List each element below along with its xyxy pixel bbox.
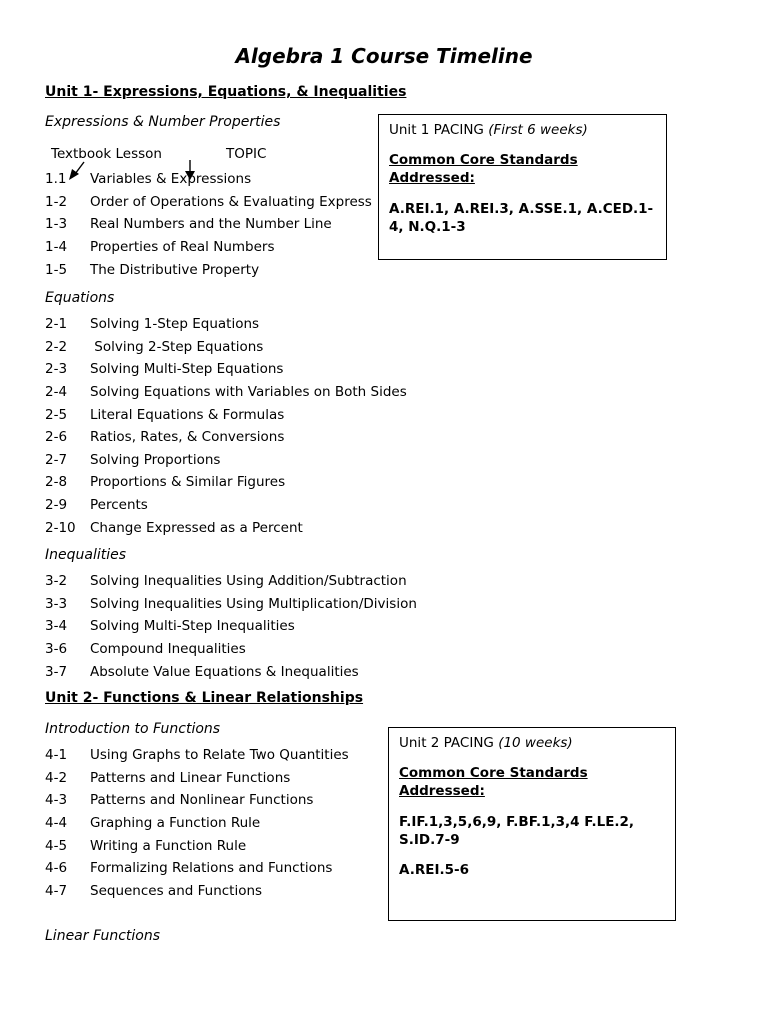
lesson-number: 2-2: [45, 338, 68, 355]
lesson-topic: Using Graphs to Relate Two Quantities: [90, 747, 349, 764]
lesson-list-functions: [45, 744, 349, 902]
lesson-number: 3-3: [45, 595, 68, 612]
lesson-number: 2-9: [45, 497, 68, 514]
lesson-row: [45, 358, 407, 381]
lesson-row: [45, 381, 407, 404]
lesson-topic: Solving Inequalities Using Addition/Subtraction: [90, 573, 407, 590]
lesson-topic: Patterns and Linear Functions: [90, 769, 291, 786]
lesson-row: [45, 426, 407, 449]
lesson-number: 1-3: [45, 216, 68, 233]
lesson-row: [45, 236, 372, 259]
unit1-standards-list: A.REI.1, A.REI.3, A.SSE.1, A.CED.1-4, N.Q.1-3: [389, 201, 654, 235]
lesson-topic: Real Numbers and the Number Line: [90, 216, 332, 233]
lesson-row: [45, 449, 407, 472]
lesson-topic: Percents: [90, 497, 148, 514]
lesson-row: [45, 789, 349, 812]
lesson-number: 4-2: [45, 769, 68, 786]
lesson-row: [45, 615, 417, 638]
lesson-topic: The Distributive Property: [90, 261, 260, 278]
lesson-topic: Sequences and Functions: [90, 882, 263, 899]
lesson-row: [45, 313, 407, 336]
lesson-topic: Graphing a Function Rule: [90, 815, 261, 832]
lesson-topic: Properties of Real Numbers: [90, 239, 275, 256]
lesson-topic: Solving Multi-Step Equations: [90, 361, 284, 378]
lesson-topic: Writing a Function Rule: [90, 837, 247, 854]
unit1-standards-heading: Common Core Standards Addressed:: [389, 152, 578, 186]
lesson-row: [45, 593, 417, 616]
lesson-topic: Absolute Value Equations & Inequalities: [90, 663, 359, 680]
column-header-topic: TOPIC: [226, 146, 267, 162]
unit2-standards-list: F.IF.1,3,5,6,9, F.BF.1,3,4 F.LE.2, S.ID.7-9: [399, 814, 635, 848]
lesson-list-expressions: [45, 168, 372, 281]
lesson-number: 4-5: [45, 837, 68, 854]
lesson-topic: Variables & Expressions: [90, 171, 252, 188]
section-title-expressions: Expressions & Number Properties: [45, 114, 281, 130]
unit2-standards-extra: A.REI.5-6: [399, 862, 469, 878]
unit1-pacing-duration: (First 6 weeks): [488, 122, 588, 138]
lesson-row: [45, 812, 349, 835]
lesson-number: 3-2: [45, 573, 68, 590]
lesson-row: [45, 168, 372, 191]
unit2-pacing-box: [388, 727, 676, 921]
lesson-number: 2-8: [45, 474, 68, 491]
section-title-equations: Equations: [45, 290, 115, 306]
lesson-topic: Solving Multi-Step Inequalities: [90, 618, 295, 635]
lesson-list-inequalities: [45, 570, 417, 683]
lesson-number: 2-6: [45, 429, 68, 446]
unit2-standards-heading: Common Core Standards Addressed:: [399, 765, 588, 799]
lesson-row: [45, 857, 349, 880]
lesson-row: [45, 767, 349, 790]
lesson-number: 2-1: [45, 316, 68, 333]
lesson-number: 4-6: [45, 860, 68, 877]
lesson-number: 4-1: [45, 747, 68, 764]
lesson-number: 4-7: [45, 882, 68, 899]
unit2-pacing-duration: (10 weeks): [498, 735, 573, 751]
lesson-topic: Change Expressed as a Percent: [90, 519, 303, 536]
page-title: Algebra 1 Course Timeline: [235, 44, 533, 68]
column-header-lesson: Textbook Lesson: [51, 146, 162, 162]
lesson-row: [45, 191, 372, 214]
section-title-linear-functions: Linear Functions: [45, 928, 161, 944]
lesson-row: [45, 213, 372, 236]
lesson-number: 3-4: [45, 618, 68, 635]
lesson-row: [45, 516, 407, 539]
lesson-number: 1.1: [45, 171, 67, 188]
lesson-row: [45, 880, 349, 903]
lesson-row: [45, 834, 349, 857]
lesson-row: [45, 403, 407, 426]
lesson-number: 1-2: [45, 193, 68, 210]
lesson-topic: Solving Proportions: [90, 451, 221, 468]
lesson-topic: Solving Inequalities Using Multiplication/Division: [90, 595, 417, 612]
lesson-number: 1-4: [45, 239, 68, 256]
lesson-topic: Literal Equations & Formulas: [90, 406, 285, 423]
unit1-pacing-header: [389, 121, 656, 139]
lesson-number: 3-7: [45, 663, 68, 680]
lesson-topic: Proportions & Similar Figures: [90, 474, 286, 491]
unit1-pacing-label: Unit 1 PACING: [389, 122, 489, 138]
unit1-heading: Unit 1- Expressions, Equations, & Inequalities: [45, 84, 407, 100]
section-title-functions: Introduction to Functions: [45, 721, 221, 737]
lesson-row: [45, 471, 407, 494]
lesson-number: 1-5: [45, 261, 68, 278]
lesson-topic: Solving Equations with Variables on Both Sides: [90, 384, 407, 401]
lesson-topic: Ratios, Rates, & Conversions: [90, 429, 285, 446]
unit2-pacing-label: Unit 2 PACING: [399, 735, 499, 751]
lesson-row: [45, 258, 372, 281]
lesson-row: [45, 494, 407, 517]
lesson-topic: Order of Operations & Evaluating Express: [90, 193, 372, 210]
lesson-row: [45, 336, 407, 359]
lesson-row: [45, 638, 417, 661]
unit2-pacing-header: [399, 734, 665, 752]
lesson-number: 2-10: [45, 519, 76, 536]
lesson-topic: Patterns and Nonlinear Functions: [90, 792, 314, 809]
lesson-number: 2-3: [45, 361, 68, 378]
lesson-row: [45, 744, 349, 767]
lesson-number: 2-5: [45, 406, 68, 423]
lesson-topic: Solving 2-Step Equations: [90, 338, 264, 355]
lesson-number: 2-7: [45, 451, 68, 468]
lesson-topic: Compound Inequalities: [90, 641, 246, 658]
lesson-row: [45, 660, 417, 683]
lesson-number: 3-6: [45, 641, 68, 658]
section-title-inequalities: Inequalities: [45, 547, 127, 563]
unit2-heading: Unit 2- Functions & Linear Relationships: [45, 690, 364, 706]
lesson-list-equations: [45, 313, 407, 539]
unit1-pacing-box: [378, 114, 667, 260]
lesson-topic: Formalizing Relations and Functions: [90, 860, 333, 877]
lesson-row: [45, 570, 417, 593]
lesson-number: 4-3: [45, 792, 68, 809]
lesson-number: 4-4: [45, 815, 68, 832]
lesson-topic: Solving 1-Step Equations: [90, 316, 260, 333]
lesson-number: 2-4: [45, 384, 68, 401]
